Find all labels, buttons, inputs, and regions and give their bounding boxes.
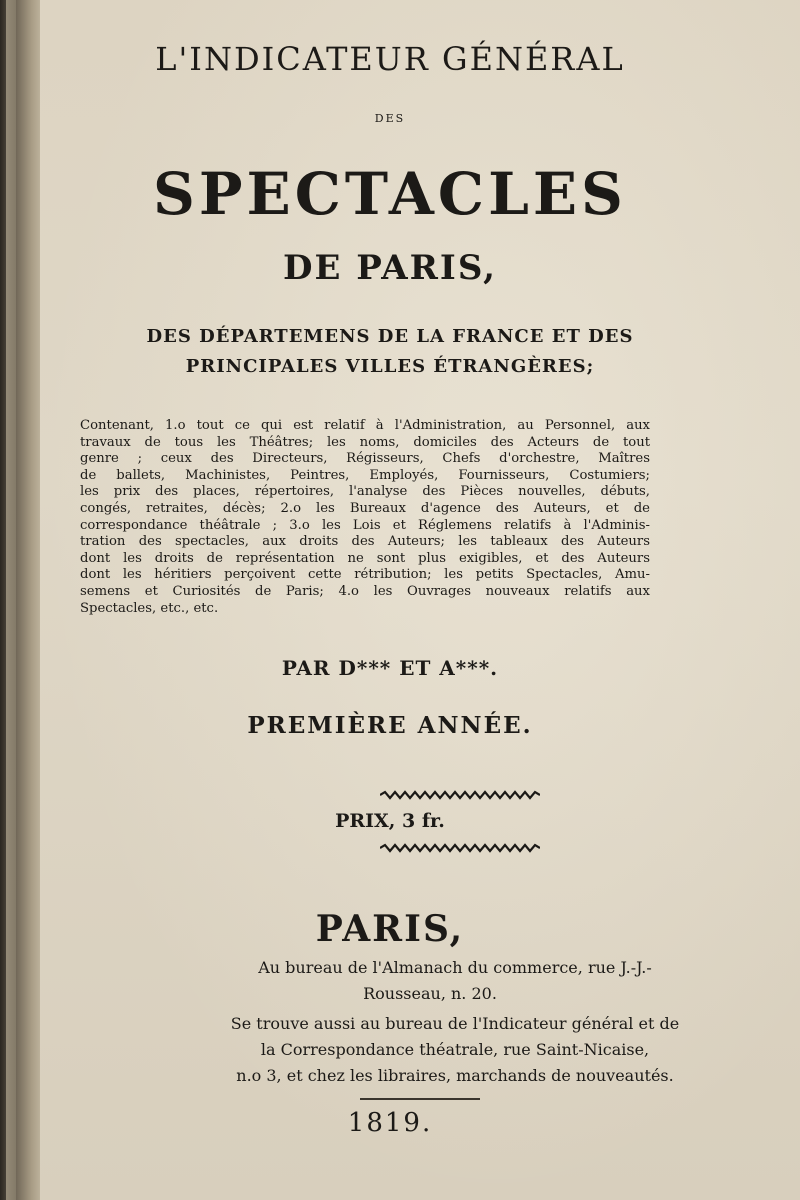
body-line: dont les droits de représentation ne sont plus exigibles, et des Auteurs xyxy=(80,550,650,566)
ornament-rule-bottom xyxy=(380,843,540,853)
imprint-line: n.o 3, et chez les libraires, marchands de nouveautés. xyxy=(236,1066,674,1085)
body-line: de ballets, Machinistes, Peintres, Employés, Fournisseurs, Costumiers; xyxy=(80,467,650,483)
body-line: les prix des places, répertoires, l'analyse des Pièces nouvelles, débuts, xyxy=(80,484,650,500)
title-line-de-paris: DE PARIS, xyxy=(282,248,498,288)
contents-description xyxy=(80,418,650,617)
title-line-des: DES xyxy=(374,112,406,125)
year-rule xyxy=(360,1098,480,1100)
edition-line: PREMIÈRE ANNÉE. xyxy=(247,712,533,739)
price-line: PRIX, 3 fr. xyxy=(335,810,445,832)
body-line: congés, retraites, décès; 2.o les Bureaux d'agence des Auteurs, et de xyxy=(80,500,650,516)
body-line: tration des spectacles, aux droits des Auteurs; les tableaux des Auteurs xyxy=(80,534,650,550)
body-line: travaux de tous les Théâtres; les noms, domiciles des Acteurs de tout xyxy=(80,434,650,450)
ornament-rule-top xyxy=(380,790,540,800)
publication-year: 1819. xyxy=(347,1108,433,1138)
subtitle-line-1: DES DÉPARTEMENS DE LA FRANCE ET DES xyxy=(146,326,634,347)
body-line: correspondance théâtrale ; 3.o les Lois et Réglemens relatifs à l'Adminis- xyxy=(80,517,650,533)
authors-line: PAR D*** ET A***. xyxy=(281,656,499,680)
imprint-line: Au bureau de l'Almanach du commerce, rue J.-J.- xyxy=(258,958,652,977)
imprint-line: Se trouve aussi au bureau de l'Indicateur général et de xyxy=(230,1014,680,1033)
imprint-line: Rousseau, n. 20. xyxy=(363,984,497,1003)
body-line: Spectacles, etc., etc. xyxy=(80,600,219,616)
body-line: genre ; ceux des Directeurs, Régisseurs, Chefs d'orchestre, Maîtres xyxy=(80,451,650,467)
imprint-line: la Correspondance théatrale, rue Saint-Nicaise, xyxy=(260,1040,650,1059)
place-of-publication: PARIS, xyxy=(315,908,465,950)
title-line-indicateur: L'INDICATEUR GÉNÉRAL xyxy=(155,40,625,78)
subtitle-line-2: PRINCIPALES VILLES ÉTRANGÈRES; xyxy=(185,356,595,377)
book-page-edge xyxy=(6,0,16,1200)
body-line: Contenant, 1.o tout ce qui est relatif à l'Administration, au Personnel, aux xyxy=(80,418,650,433)
title-line-spectacles: SPECTACLES xyxy=(153,160,627,228)
body-line: dont les héritiers perçoivent cette rétribution; les petits Spectacles, Amu- xyxy=(80,567,650,583)
body-line: semens et Curiosités de Paris; 4.o les Ouvrages nouveaux relatifs aux xyxy=(80,583,650,599)
title-page xyxy=(40,0,800,1200)
